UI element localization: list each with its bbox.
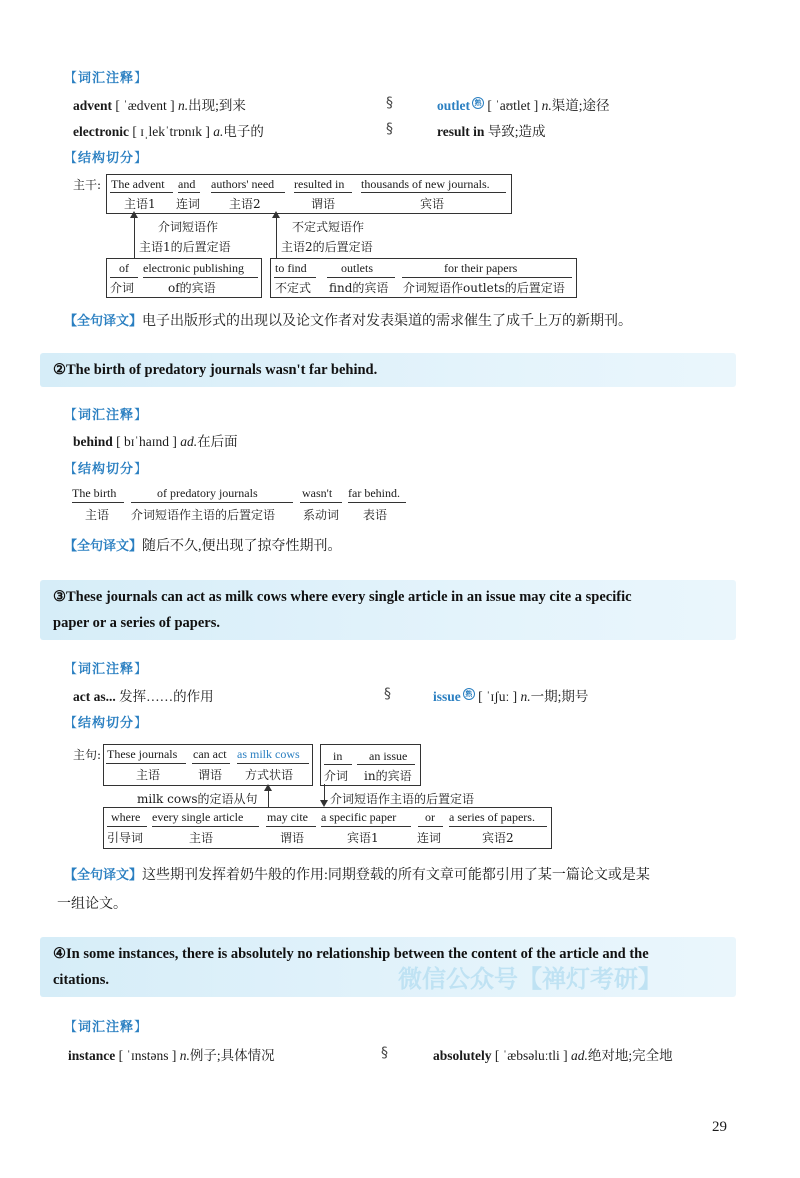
diagram-word: far behind. <box>348 486 400 500</box>
structure-label: 【结构切分】 <box>64 151 149 166</box>
diagram-role: 介词 <box>110 281 135 295</box>
vocab-entry: outlet 熟 [ ˈaʊtlet ] n.渠道;途径 <box>437 98 610 113</box>
diagram-label: 主干: <box>73 178 102 192</box>
diagram-word: to find <box>275 261 307 275</box>
familiar-word-icon: 熟 <box>472 97 484 109</box>
diagram-word: can act <box>193 747 227 761</box>
vocab-entry: advent [ ˈædvent ] n.出现;到来 <box>73 98 246 113</box>
diagram-word: thousands of new journals. <box>361 177 490 191</box>
diagram-role: 表语 <box>363 508 388 522</box>
diagram-role: of的宾语 <box>168 281 216 295</box>
diagram-word: of predatory journals <box>157 486 258 500</box>
vocab-entry: electronic [ ɪˌlekˈtrɒnɪk ] a.电子的 <box>73 124 264 139</box>
translation: 【全句译文】这些期刊发挥着奶牛般的作用:同期登载的所有文章可能都引用了某一篇论文或是某 <box>64 868 650 883</box>
sentence-box <box>40 353 736 387</box>
diagram-word: The advent <box>111 177 165 191</box>
diagram-word: These journals <box>107 747 178 761</box>
diagram-word: of <box>119 261 129 275</box>
translation: 【全句译文】随后不久,便出现了掠夺性期刊。 <box>64 539 342 554</box>
separator-icon: § <box>386 121 393 137</box>
diagram-role: 宾语 <box>420 197 445 211</box>
translation: 【全句译文】电子出版形式的出现以及论文作者对发表渠道的需求催生了成千上万的新期刊。 <box>64 314 633 329</box>
diagram-role: 主语1 <box>124 197 156 211</box>
diagram-role: 主语 <box>85 508 110 522</box>
separator-icon: § <box>384 686 391 702</box>
diagram-role: 方式状语 <box>245 768 294 782</box>
diagram-word: as milk cows <box>237 747 300 761</box>
diagram-note: 主语2的后置定语 <box>281 240 373 254</box>
diagram-role: 主语 <box>189 831 214 845</box>
diagram-word: may cite <box>267 810 308 824</box>
diagram-role: 宾语1 <box>347 831 379 845</box>
structure-label: 【结构切分】 <box>64 716 149 731</box>
sentence-box <box>40 580 736 640</box>
diagram-role: 主语2 <box>229 197 261 211</box>
diagram-word: or <box>425 810 435 824</box>
diagram-note: 介词短语作 <box>158 220 219 234</box>
vocab-entry: absolutely [ ˈæbsəluːtli ] ad.绝对地;完全地 <box>433 1048 673 1063</box>
diagram-role: 宾语2 <box>482 831 514 845</box>
diagram-role: 连词 <box>176 197 201 211</box>
diagram-role: 谓语 <box>280 831 305 845</box>
diagram-role: 介词 <box>324 769 349 783</box>
sentence-text: ③These journals can act as milk cows where every single article in an issue may cite a specific <box>53 589 632 605</box>
diagram-word: The birth <box>72 486 117 500</box>
vocab-label: 【词汇注释】 <box>64 1020 149 1035</box>
diagram-note: milk cows的定语从句 <box>137 792 258 806</box>
diagram-word: resulted in <box>294 177 345 191</box>
diagram-word: authors' need <box>211 177 275 191</box>
vocab-label: 【词汇注释】 <box>64 408 149 423</box>
diagram-word: electronic publishing <box>143 261 244 275</box>
diagram-word: where <box>111 810 141 824</box>
diagram-word: every single article <box>152 810 244 824</box>
vocab-entry: behind [ bɪˈhaɪnd ] ad.在后面 <box>73 434 238 449</box>
diagram-role: 介词短语作主语的后置定语 <box>131 508 276 522</box>
diagram-role: in的宾语 <box>364 769 412 783</box>
sentence-text: ②The birth of predatory journals wasn't far behind. <box>53 362 378 378</box>
page-number: 29 <box>712 1119 727 1135</box>
sentence-text: ④In some instances, there is absolutely no relationship between the content of the article and the <box>53 946 649 962</box>
diagram-label: 主句: <box>73 748 102 762</box>
diagram-word: an issue <box>369 749 408 763</box>
arrow-down-icon <box>320 800 328 807</box>
vocab-entry: instance [ ˈɪnstəns ] n.例子;具体情况 <box>68 1048 275 1063</box>
watermark: 微信公众号【禅灯考研】 <box>398 965 662 993</box>
vocab-entry: issue 熟 [ ˈɪʃuː ] n.一期;期号 <box>433 689 589 704</box>
diagram-role: 不定式 <box>275 281 312 295</box>
diagram-note: 主语1的后置定语 <box>139 240 231 254</box>
diagram-role: 主语 <box>136 768 161 782</box>
diagram-word: wasn't <box>302 486 333 500</box>
diagram-role: 系动词 <box>303 508 340 522</box>
diagram-word: a series of papers. <box>449 810 535 824</box>
structure-label: 【结构切分】 <box>64 462 149 477</box>
diagram-role: 谓语 <box>311 197 336 211</box>
diagram-role: find的宾语 <box>329 281 389 295</box>
diagram-word: for their papers <box>444 261 518 275</box>
vocab-entry: result in 导致;造成 <box>437 124 546 139</box>
diagram-role: 介词短语作outlets的后置定语 <box>403 281 565 295</box>
vocab-label: 【词汇注释】 <box>64 71 149 86</box>
sentence-text: citations. <box>53 972 109 988</box>
separator-icon: § <box>381 1045 388 1061</box>
diagram-word: in <box>333 749 343 763</box>
sentence-box <box>40 937 736 997</box>
diagram-word: a specific paper <box>321 810 397 824</box>
translation-continued: 一组论文。 <box>57 897 127 912</box>
sentence-text: paper or a series of papers. <box>53 615 221 631</box>
diagram-role: 引导词 <box>107 831 144 845</box>
vocab-entry: act as... 发挥……的作用 <box>73 689 214 704</box>
familiar-word-icon: 熟 <box>463 688 475 700</box>
diagram-note: 不定式短语作 <box>292 220 365 234</box>
diagram-word: and <box>178 177 196 191</box>
diagram-role: 连词 <box>417 831 442 845</box>
diagram-role: 谓语 <box>198 768 223 782</box>
vocab-label: 【词汇注释】 <box>64 662 149 677</box>
separator-icon: § <box>386 95 393 111</box>
diagram-word: outlets <box>341 261 373 275</box>
diagram-note: 介词短语作主语的后置定语 <box>330 792 475 806</box>
